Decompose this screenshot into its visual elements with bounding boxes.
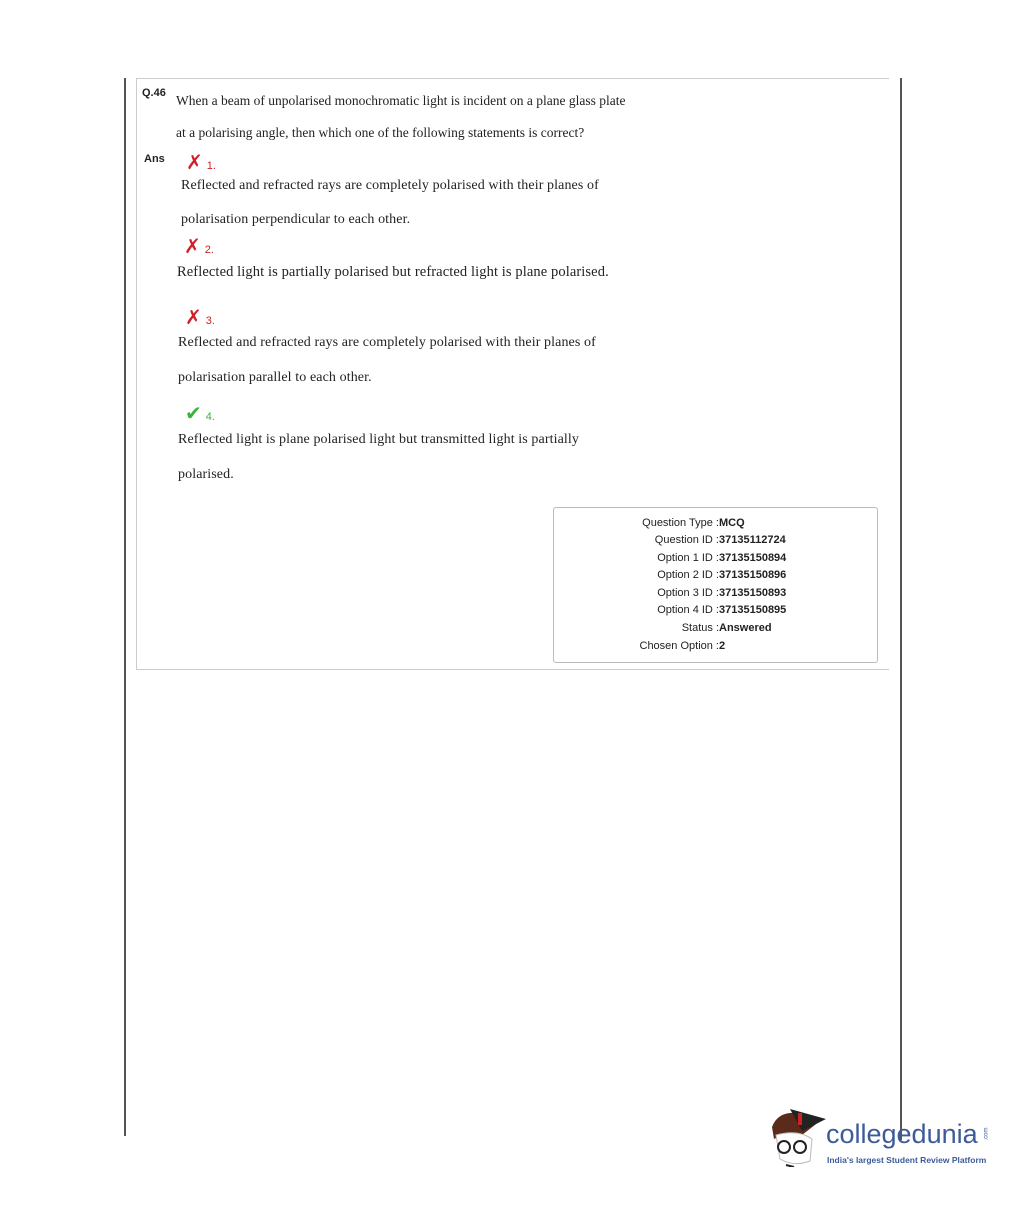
question-text-line1: When a beam of unpolarised monochromatic light is incident on a plane glass plate	[176, 93, 626, 108]
option-3-text-line2: polarisation parallel to each other.	[178, 370, 372, 385]
option-4-text-line2: polarised.	[178, 467, 234, 482]
checkmark-icon: ✔	[185, 401, 202, 425]
left-page-border	[124, 78, 126, 1136]
info-question-id: Question ID : 37135112724	[654, 534, 786, 546]
mascot-icon	[768, 1105, 826, 1167]
question-info-box	[553, 507, 878, 663]
option-3-text-line1: Reflected and refracted rays are completely polarised with their planes of	[178, 335, 596, 350]
right-page-border	[900, 78, 902, 1140]
cross-icon: ✗	[184, 234, 201, 258]
option-4-marker: ✔ 4.	[185, 401, 215, 425]
info-status: Status : Answered	[681, 622, 772, 634]
option-1-text-line1: Reflected and refracted rays are completely polarised with their planes of	[181, 178, 599, 193]
option-4-text-line1: Reflected light is plane polarised light but transmitted light is partially	[178, 432, 579, 447]
info-option-3-id: Option 3 ID : 37135150893	[657, 587, 787, 599]
collegedunia-logo	[768, 1105, 990, 1172]
info-option-2-id: Option 2 ID : 37135150896	[657, 569, 787, 581]
cross-icon: ✗	[185, 305, 202, 329]
option-3-marker: ✗ 3.	[185, 305, 215, 329]
answer-label: Ans	[144, 153, 165, 165]
info-question-type: Question Type : MCQ	[642, 517, 745, 529]
question-text-line2: at a polarising angle, then which one of the following statements is correct?	[176, 125, 585, 140]
option-1-text-line2: polarisation perpendicular to each other.	[181, 212, 411, 227]
info-option-4-id: Option 4 ID : 37135150895	[657, 604, 787, 616]
option-1-marker: ✗ 1.	[186, 150, 216, 174]
info-chosen-option: Chosen Option : 2	[639, 640, 726, 652]
info-option-1-id: Option 1 ID : 37135150894	[657, 552, 787, 564]
logo-suffix: .com	[983, 1127, 990, 1141]
logo-wordmark: collegedunia	[826, 1119, 978, 1149]
question-number: Q.46	[142, 87, 166, 99]
option-2-text: Reflected light is partially polarised but refracted light is plane polarised.	[177, 264, 609, 280]
cross-icon: ✗	[186, 150, 203, 174]
option-2-marker: ✗ 2.	[184, 234, 214, 258]
logo-tagline: India's largest Student Review Platform	[827, 1155, 987, 1165]
